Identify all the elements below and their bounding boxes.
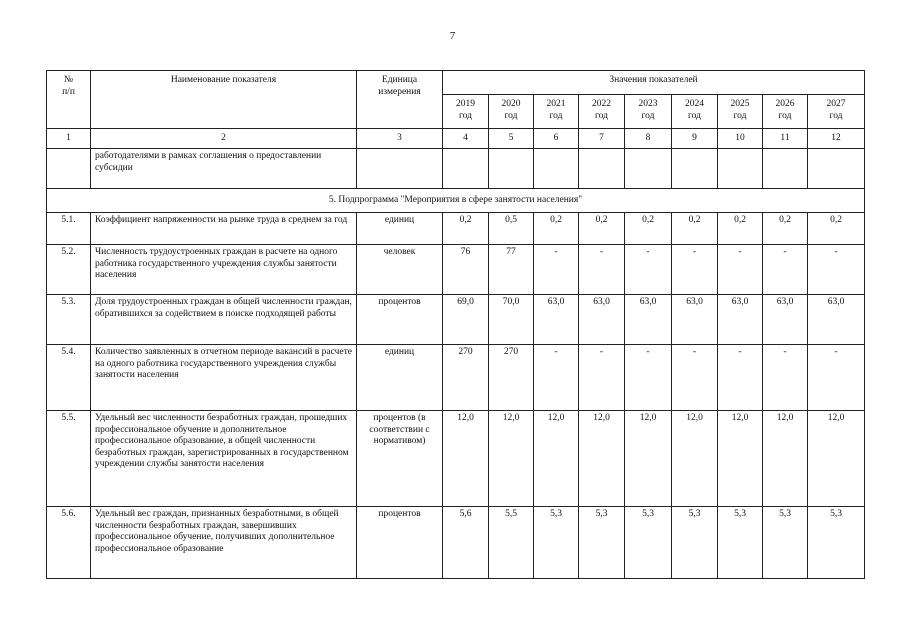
indicators-table [46,70,865,579]
indicator-value: 270 [443,345,489,411]
indicator-value: - [534,245,579,295]
row-number: 5.1. [47,213,91,245]
indicator-value [718,149,763,189]
year-suffix: год [459,110,472,121]
column-index: 5 [489,129,534,149]
header-year [534,95,579,129]
column-index: 7 [579,129,625,149]
indicator-value: - [534,345,579,411]
indicator-value: 69,0 [443,295,489,345]
header-year [672,95,718,129]
indicator-value [534,149,579,189]
year-suffix: год [549,110,563,121]
indicator-value: - [625,245,672,295]
column-index: 1 [47,129,91,149]
row-number: 5.3. [47,295,91,345]
header-year [808,95,865,129]
indicator-value: 63,0 [718,295,763,345]
unit [357,149,443,189]
indicator-value: 0,2 [672,213,718,245]
indicator-value: 12,0 [625,411,672,507]
indicator-value [672,149,718,189]
indicator-value: - [718,245,763,295]
row-number: 5.2. [47,245,91,295]
header-year [625,95,672,129]
header-unit: Единица измерения [357,71,443,129]
indicator-value: 12,0 [672,411,718,507]
year-label: 2019 [456,99,475,109]
column-index: 12 [808,129,865,149]
year-suffix: год [688,110,701,121]
unit: единиц [357,345,443,411]
section-title: 5. Подпрограмма "Мероприятия в сфере занятости населения" [47,189,865,213]
indicator-value: - [579,345,625,411]
indicator-value: - [718,345,763,411]
indicator-value: 12,0 [534,411,579,507]
column-index: 11 [763,129,808,149]
column-index: 3 [357,129,443,149]
indicator-value [443,149,489,189]
indicator-value [579,149,625,189]
indicator-value: - [625,345,672,411]
indicator-value: 77 [489,245,534,295]
indicator-name: Численность трудоустроенных граждан в расчете на одного работника государственного учреждения службы занятости населения [91,245,357,295]
indicator-value: - [672,245,718,295]
unit: человек [357,245,443,295]
header-year [718,95,763,129]
indicator-value: - [808,345,865,411]
indicator-value: 0,2 [579,213,625,245]
unit: единиц [357,213,443,245]
indicator-value: 0,2 [625,213,672,245]
indicator-value: 5,3 [808,507,865,579]
column-index: 6 [534,129,579,149]
unit: процентов [357,507,443,579]
unit: процентов (в соответствии с нормативом) [357,411,443,507]
table-row [47,295,865,345]
indicator-value: 12,0 [763,411,808,507]
indicator-value: 5,6 [443,507,489,579]
header-year [579,95,625,129]
year-suffix: год [778,110,792,121]
year-label: 2026 [775,99,795,109]
year-label: 2023 [638,99,658,109]
indicator-value: 63,0 [625,295,672,345]
table-row [47,507,865,579]
page-number: 7 [449,30,456,42]
header-name: Наименование показателя [91,71,357,129]
year-suffix: год [641,110,655,121]
indicator-value: 63,0 [808,295,865,345]
indicator-value: 63,0 [579,295,625,345]
indicator-value [625,149,672,189]
indicator-value: 12,0 [443,411,489,507]
indicator-value: 70,0 [489,295,534,345]
indicator-value: 5,3 [534,507,579,579]
header-values: Значения показателей [443,71,865,95]
indicator-value: 5,3 [763,507,808,579]
indicator-value: 0,2 [808,213,865,245]
section-row [47,189,865,213]
indicator-value [763,149,808,189]
indicator-value: 12,0 [489,411,534,507]
indicator-value: 270 [489,345,534,411]
column-index: 4 [443,129,489,149]
table-row [47,411,865,507]
indicator-value: 5,3 [718,507,763,579]
row-number: 5.6. [47,507,91,579]
table-row [47,149,865,189]
indicator-value: 5,5 [489,507,534,579]
header-year [489,95,534,129]
indicator-value: 63,0 [672,295,718,345]
year-label: 2021 [546,99,566,109]
indicator-value: 63,0 [534,295,579,345]
year-label: 2020 [501,99,521,109]
column-index: 10 [718,129,763,149]
indicator-name: Количество заявленных в отчетном периоде вакансий в расчете на одного работника государственного учреждения службы занятости населения [91,345,357,411]
column-index: 8 [625,129,672,149]
indicator-name: Удельный вес граждан, признанных безработными, в общей численности безработных граждан, завершивших профессиональное обучение, получивших дополнительное профессиональное образование [91,507,357,579]
indicator-value: - [763,345,808,411]
indicator-value: - [579,245,625,295]
year-label: 2027 [826,99,846,109]
year-label: 2024 [685,99,704,109]
column-index: 2 [91,129,357,149]
indicator-value [489,149,534,189]
indicator-name: работодателями в рамках соглашения о предоставлении субсидии [91,149,357,189]
row-number: 5.5. [47,411,91,507]
indicator-value: 5,3 [625,507,672,579]
unit: процентов [357,295,443,345]
year-suffix: год [504,110,518,121]
indicator-value: 12,0 [808,411,865,507]
indicator-value: 0,2 [718,213,763,245]
header-year [763,95,808,129]
table-row [47,345,865,411]
indicator-value: - [808,245,865,295]
indicator-value: 0,2 [763,213,808,245]
indicator-name: Доля трудоустроенных граждан в общей численности граждан, обратившихся за содействием в поиске подходящей работы [91,295,357,345]
column-index-row [47,129,865,149]
indicator-value: - [672,345,718,411]
indicator-value: 0,2 [443,213,489,245]
column-index: 9 [672,129,718,149]
row-number: 5.4. [47,345,91,411]
indicator-value: 76 [443,245,489,295]
year-suffix: год [829,110,843,121]
indicator-value: 5,3 [672,507,718,579]
year-suffix: год [595,110,608,121]
year-suffix: год [733,110,747,121]
row-number [47,149,91,189]
table-row [47,245,865,295]
indicator-name: Коэффициент напряженности на рынке труда в среднем за год [91,213,357,245]
indicator-value: 63,0 [763,295,808,345]
header-year [443,95,489,129]
indicator-value: 12,0 [718,411,763,507]
indicator-value: - [763,245,808,295]
indicator-value: 12,0 [579,411,625,507]
indicator-value: 5,3 [579,507,625,579]
year-label: 2025 [730,99,750,109]
year-label: 2022 [592,99,611,109]
header-no: № п/п [47,71,91,129]
indicator-value: 0,5 [489,213,534,245]
table-row [47,213,865,245]
indicator-value: 0,2 [534,213,579,245]
indicator-name: Удельный вес численности безработных граждан, прошедших профессиональное обучение и дополнительное профессиональное образование, в общей численности безработных граждан, зарегистрированных в государственном учреждении службы занятости населения [91,411,357,507]
indicator-value [808,149,865,189]
